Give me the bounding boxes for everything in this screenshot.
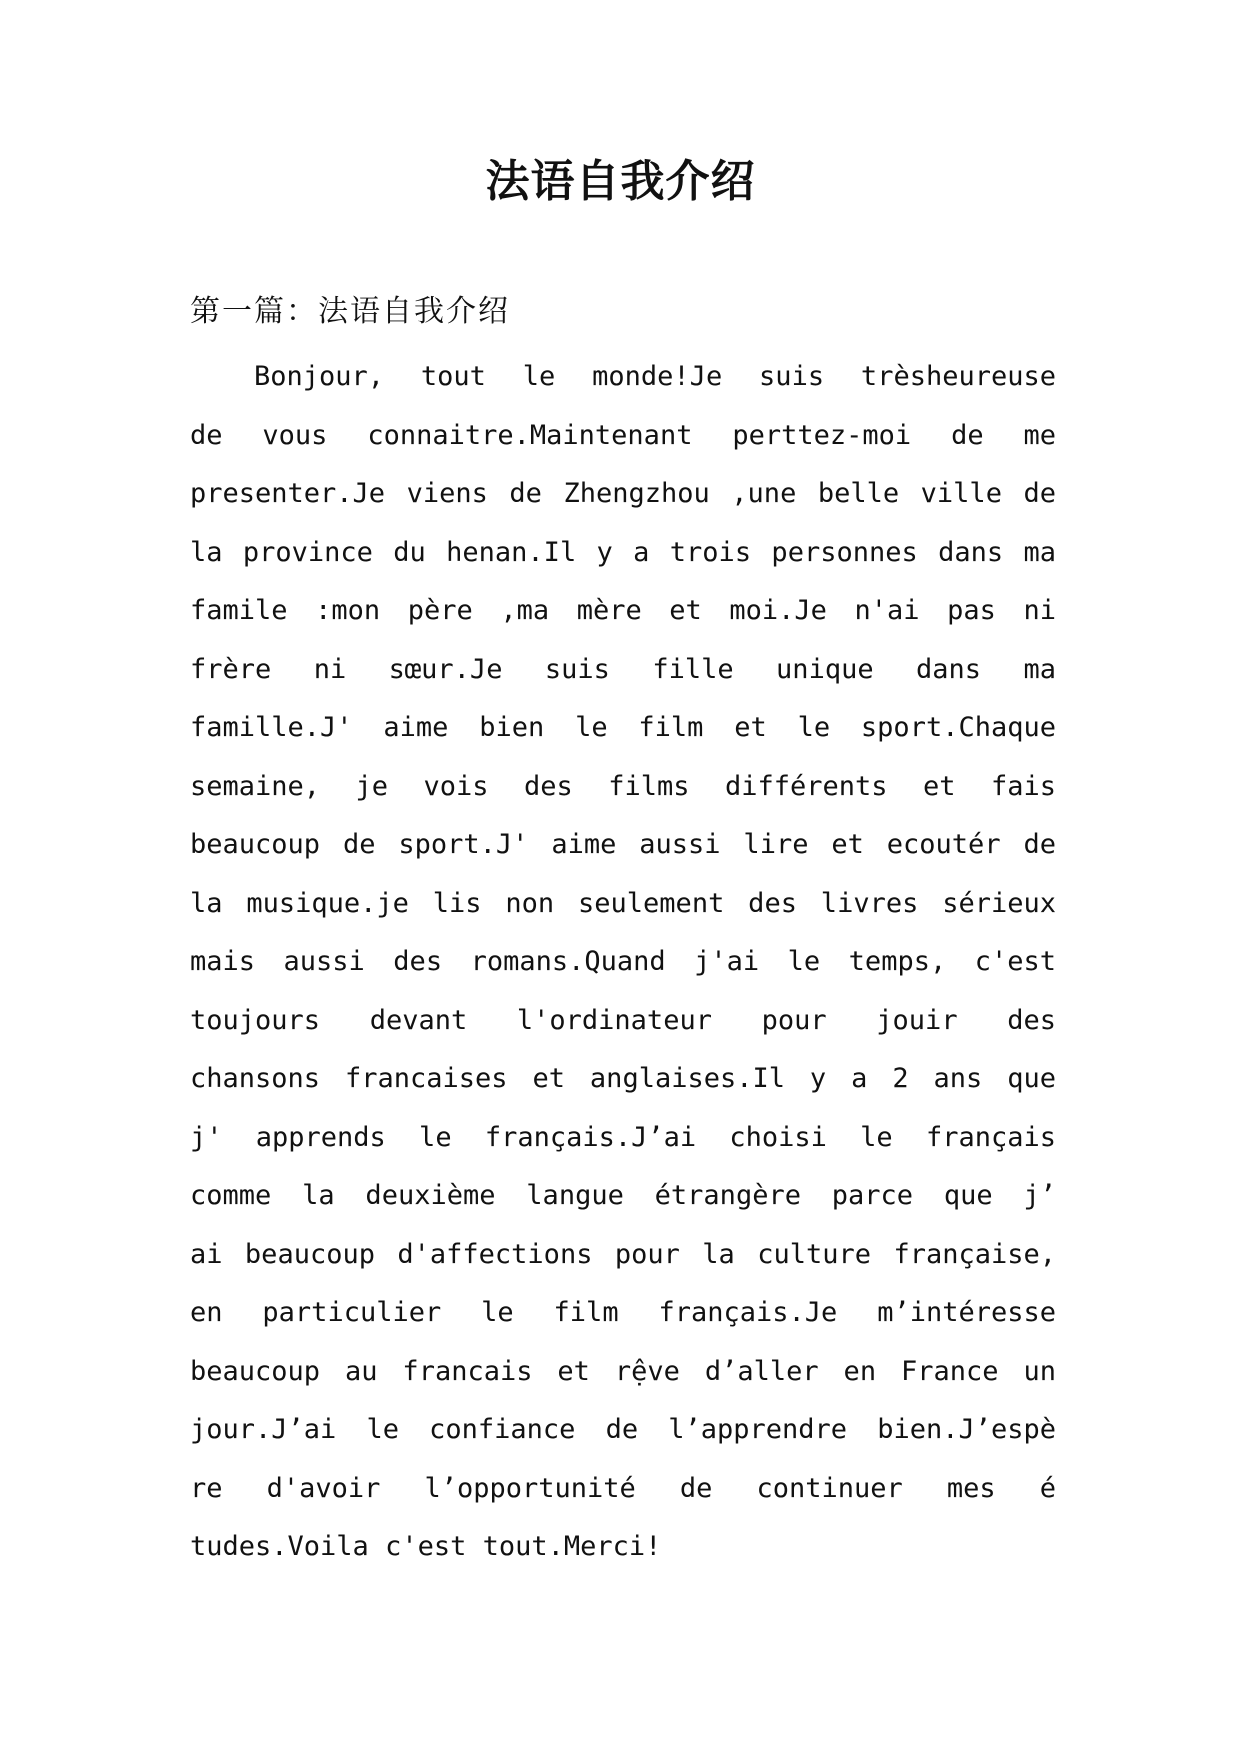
text-line: j' apprends le français.J’ai choisi le français bbox=[190, 1121, 1056, 1153]
document-title: 法语自我介绍 bbox=[485, 156, 756, 207]
text-line: famille.J' aime bien le film et le sport.Chaque bbox=[190, 712, 1056, 743]
text-line: beaucoup au francais et rệve d’aller en France un bbox=[190, 1355, 1056, 1387]
text-line: de vous connaitre.Maintenant perttez-moi de me bbox=[190, 419, 1056, 451]
text-line: presenter.Je viens de Zhengzhou ,une belle ville de bbox=[190, 478, 1056, 509]
text-line: la musique.je lis non seulement des livres sérieux bbox=[190, 887, 1056, 919]
text-line: semaine, je vois des films différents et fais bbox=[190, 770, 1056, 802]
text-line: frère ni sœur.Je suis fille unique dans ma bbox=[190, 653, 1056, 685]
text-line: en particulier le film français.Je m’intéresse bbox=[190, 1297, 1056, 1328]
text-line: chansons francaises et anglaises.Il y a 2 ans que bbox=[190, 1063, 1056, 1094]
text-line: ai beaucoup d'affections pour la culture française, bbox=[190, 1238, 1056, 1270]
section-heading: 第一篇：法语自我介绍 bbox=[190, 294, 510, 329]
text-line: mais aussi des romans.Quand j'ai le temps, c'est bbox=[190, 946, 1056, 977]
text-line: re d'avoir l’opportunité de continuer mes é bbox=[190, 1472, 1056, 1504]
text-line: famile :mon père ,ma mère et moi.Je n'ai pas ni bbox=[190, 595, 1056, 626]
text-line: Bonjour, tout le monde!Je suis trèsheureuse bbox=[254, 361, 1056, 392]
text-line: beaucoup de sport.J' aime aussi lire et ecoutér de bbox=[190, 829, 1056, 860]
body-paragraph bbox=[190, 352, 1056, 1581]
text-line: la province du henan.Il y a trois personnes dans ma bbox=[190, 536, 1056, 568]
text-line: jour.J’ai le confiance de l’apprendre bien.J’espè bbox=[190, 1414, 1056, 1445]
text-line: comme la deuxième langue étrangère parce que j’ bbox=[190, 1180, 1056, 1211]
text-line: tudes.Voila c'est tout.Merci! bbox=[190, 1531, 662, 1562]
text-line: toujours devant l'ordinateur pour jouir des bbox=[190, 1004, 1056, 1036]
